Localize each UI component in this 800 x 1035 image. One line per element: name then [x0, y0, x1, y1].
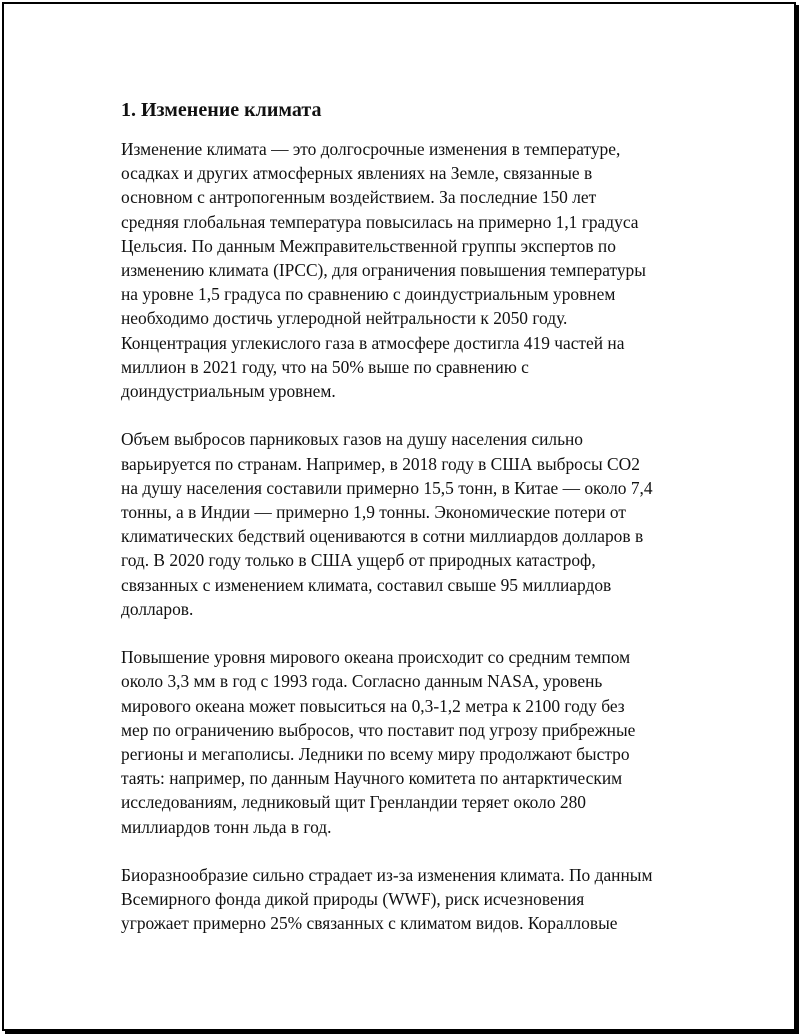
text-line: год. В 2020 году только в США ущерб от природных катастроф, — [121, 550, 596, 571]
document-page — [2, 2, 796, 1031]
text-line: регионы и мегаполисы. Ледники по всему миру продолжают быстро — [121, 744, 630, 765]
text-line: мирового океана может повыситься на 0,3-1,2 метра к 2100 году без — [121, 695, 625, 716]
text-line: Изменение климата — это долгосрочные изменения в температуре, — [121, 139, 621, 159]
text-line: осадках и других атмосферных явлениях на Земле, связанные в — [121, 163, 593, 184]
text-line: связанных с изменением климата, составил свыше 95 миллиардов — [121, 574, 612, 595]
section-heading: 1. Изменение климата — [121, 99, 322, 121]
text-line: основном с антропогенным воздействием. За последние 150 лет — [121, 187, 597, 208]
paragraph-emissions — [121, 427, 691, 621]
text-line: изменению климата (IPCC), для ограничения повышения температуры — [121, 260, 646, 281]
paragraph-biodiversity — [121, 863, 691, 936]
text-line: Концентрация углекислого газа в атмосфере достигла 419 частей на — [121, 332, 625, 353]
text-line: Объем выбросов парниковых газов на душу населения сильно — [121, 429, 584, 450]
text-line: необходимо достичь углеродной нейтральности к 2050 году. — [121, 308, 568, 329]
text-line: Биоразнообразие сильно страдает из-за изменения климата. По данным — [121, 865, 653, 886]
text-line: Цельсия. По данным Межправительственной группы экспертов по — [121, 235, 616, 256]
paragraph-sea-level — [121, 645, 691, 839]
text-line: на душу населения составили примерно 15,5 тонн, в Китае — около 7,4 — [121, 477, 653, 498]
paragraph-climate-change — [121, 137, 691, 403]
text-line: Всемирного фонда дикой природы (WWF), риск исчезновения — [121, 889, 585, 910]
text-line: тонны, а в Индии — примерно 1,9 тонны. Экономические потери от — [121, 502, 626, 523]
text-line: долларов. — [121, 598, 194, 619]
text-line: миллиардов тонн льда в год. — [121, 816, 332, 837]
text-line: доиндустриальным уровнем. — [121, 381, 336, 402]
text-line: климатических бедствий оцениваются в сотни миллиардов долларов в — [121, 526, 644, 547]
text-line: таять: например, по данным Научного комитета по антарктическим — [121, 768, 623, 789]
text-line: исследованиям, ледниковый щит Гренландии теряет около 280 — [121, 792, 586, 813]
text-line: на уровне 1,5 градуса по сравнению с доиндустриальным уровнем — [121, 284, 616, 305]
text-line: средняя глобальная температура повысилась на примерно 1,1 градуса — [121, 211, 639, 232]
text-line: миллион в 2021 году, что на 50% выше по сравнению с — [121, 356, 529, 377]
text-line: Повышение уровня мирового океана происходит со средним темпом — [121, 647, 631, 668]
text-line: угрожает примерно 25% связанных с климатом видов. Коралловые — [121, 913, 618, 934]
text-line: варьируется по странам. Например, в 2018 году в США выбросы CO2 — [121, 453, 640, 474]
document-body — [121, 97, 691, 960]
text-line: около 3,3 мм в год с 1993 года. Согласно данным NASA, уровень — [121, 671, 603, 692]
text-line: мер по ограничению выбросов, что поставит под угрозу прибрежные — [121, 719, 636, 740]
